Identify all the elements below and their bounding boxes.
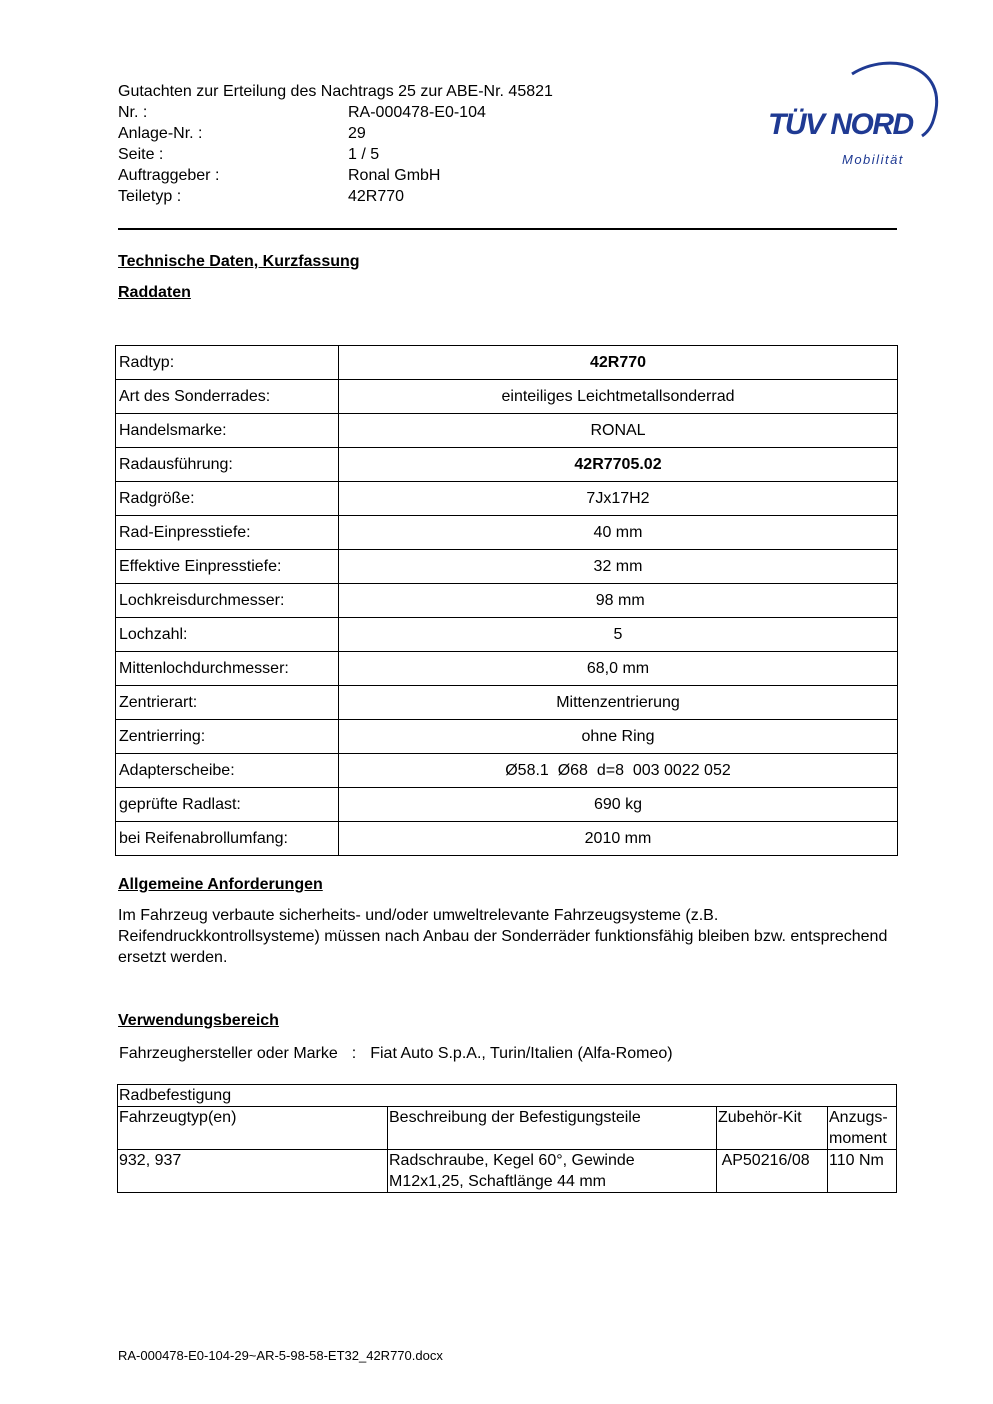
logo-subtitle: Mobilität [842, 152, 904, 167]
column-header: Beschreibung der Befestigungsteile [388, 1107, 717, 1150]
raddaten-heading: Raddaten [118, 284, 191, 301]
header-field-value: 29 [348, 125, 366, 142]
manufacturer-label: Fahrzeughersteller oder Marke [119, 1045, 338, 1062]
table-row [116, 346, 898, 380]
verwendung-heading: Verwendungsbereich [118, 1012, 279, 1029]
row-label: Adapterscheibe: [116, 754, 339, 788]
table-row [116, 584, 898, 618]
row-label: Radausführung: [116, 448, 339, 482]
row-value: 42R7705.02 [339, 448, 898, 482]
row-value: ohne Ring [339, 720, 898, 754]
raddaten-table [115, 345, 898, 856]
row-value: 690 kg [339, 788, 898, 822]
table-row [116, 720, 898, 754]
table-cell: 932, 937 [118, 1150, 388, 1193]
row-label: Effektive Einpresstiefe: [116, 550, 339, 584]
manufacturer-row [119, 1043, 673, 1064]
row-value: 40 mm [339, 516, 898, 550]
header-divider [118, 228, 897, 230]
manufacturer-value: Fiat Auto S.p.A., Turin/Italien (Alfa-Romeo) [370, 1045, 673, 1062]
table-row [118, 1150, 897, 1193]
row-label: Art des Sonderrades: [116, 380, 339, 414]
row-value: 32 mm [339, 550, 898, 584]
column-header: Anzugs- moment [828, 1107, 897, 1150]
header-field-value: Ronal GmbH [348, 167, 441, 184]
report-title: Gutachten zur Erteilung des Nachtrags 25 zur ABE-Nr. 45821 [118, 83, 553, 100]
row-value: RONAL [339, 414, 898, 448]
header-field-key: Seite : [118, 146, 164, 163]
header-fields [118, 102, 638, 207]
befestigung-table [117, 1084, 897, 1193]
tuv-nord-logo [760, 56, 945, 176]
row-value: 68,0 mm [339, 652, 898, 686]
table-row [116, 550, 898, 584]
row-label: Mittenlochdurchmesser: [116, 652, 339, 686]
logo-wordmark: TÜV NORD [768, 108, 913, 141]
row-value: 7Jx17H2 [339, 482, 898, 516]
header-field-nr [118, 102, 638, 123]
row-value: Mittenzentrierung [339, 686, 898, 720]
row-label: Zentrierart: [116, 686, 339, 720]
header-field-teiletyp [118, 186, 638, 207]
table-cell: 110 Nm [828, 1150, 897, 1193]
header-field-auftraggeber [118, 165, 638, 186]
row-label: Rad-Einpresstiefe: [116, 516, 339, 550]
section-heading: Technische Daten, Kurzfassung [118, 253, 360, 270]
table-row [116, 686, 898, 720]
header-field-value: 1 / 5 [348, 146, 380, 163]
table-row [116, 482, 898, 516]
row-value: 2010 mm [339, 822, 898, 856]
footer-filename: RA-000478-E0-104-29~AR-5-98-58-ET32_42R770.docx [118, 1348, 443, 1363]
row-label: Lochkreisdurchmesser: [116, 584, 339, 618]
header-field-value: RA-000478-E0-104 [348, 104, 486, 121]
header-field-key: Auftraggeber : [118, 167, 220, 184]
row-label: geprüfte Radlast: [116, 788, 339, 822]
manufacturer-separator: : [351, 1045, 357, 1062]
table-row [116, 754, 898, 788]
row-value: einteiliges Leichtmetallsonderrad [339, 380, 898, 414]
befestigung-caption: Radbefestigung [118, 1085, 897, 1107]
column-header: Zubehör-Kit [717, 1107, 828, 1150]
header-field-seite [118, 144, 638, 165]
anforderungen-heading: Allgemeine Anforderungen [118, 876, 323, 893]
row-label: Radgröße: [116, 482, 339, 516]
column-header: Fahrzeugtyp(en) [118, 1107, 388, 1150]
header-field-anlage [118, 123, 638, 144]
row-label: Lochzahl: [116, 618, 339, 652]
row-label: Handelsmarke: [116, 414, 339, 448]
table-row [116, 414, 898, 448]
row-label: Zentrierring: [116, 720, 339, 754]
header-field-key: Teiletyp : [118, 188, 182, 205]
row-label: Radtyp: [116, 346, 339, 380]
row-value: 42R770 [339, 346, 898, 380]
row-value: 98 mm [339, 584, 898, 618]
table-cell: AP50216/08 [717, 1150, 828, 1193]
table-cell: Radschraube, Kegel 60°, Gewinde M12x1,25, Schaftlänge 44 mm [388, 1150, 717, 1193]
row-value: 5 [339, 618, 898, 652]
table-row [116, 788, 898, 822]
table-row [116, 618, 898, 652]
table-row [116, 516, 898, 550]
header-field-value: 42R770 [348, 188, 405, 205]
anforderungen-text: Im Fahrzeug verbaute sicherheits- und/oder umweltrelevante Fahrzeugsysteme (z.B. Reifendruckkontrollsysteme) müssen nach Anbau der Sonderräder funktionsfähig bleiben bzw. entsprechend ersetzt werden. [118, 907, 888, 966]
table-row [116, 380, 898, 414]
table-row [116, 822, 898, 856]
table-row [116, 448, 898, 482]
table-row [116, 652, 898, 686]
header-field-key: Anlage-Nr. : [118, 125, 203, 142]
befestigung-caption-row [118, 1085, 897, 1107]
header-field-key: Nr. : [118, 104, 148, 121]
row-value: Ø58.1 Ø68 d=8 003 0022 052 [339, 754, 898, 788]
row-label: bei Reifenabrollumfang: [116, 822, 339, 856]
befestigung-header-row [118, 1107, 897, 1150]
